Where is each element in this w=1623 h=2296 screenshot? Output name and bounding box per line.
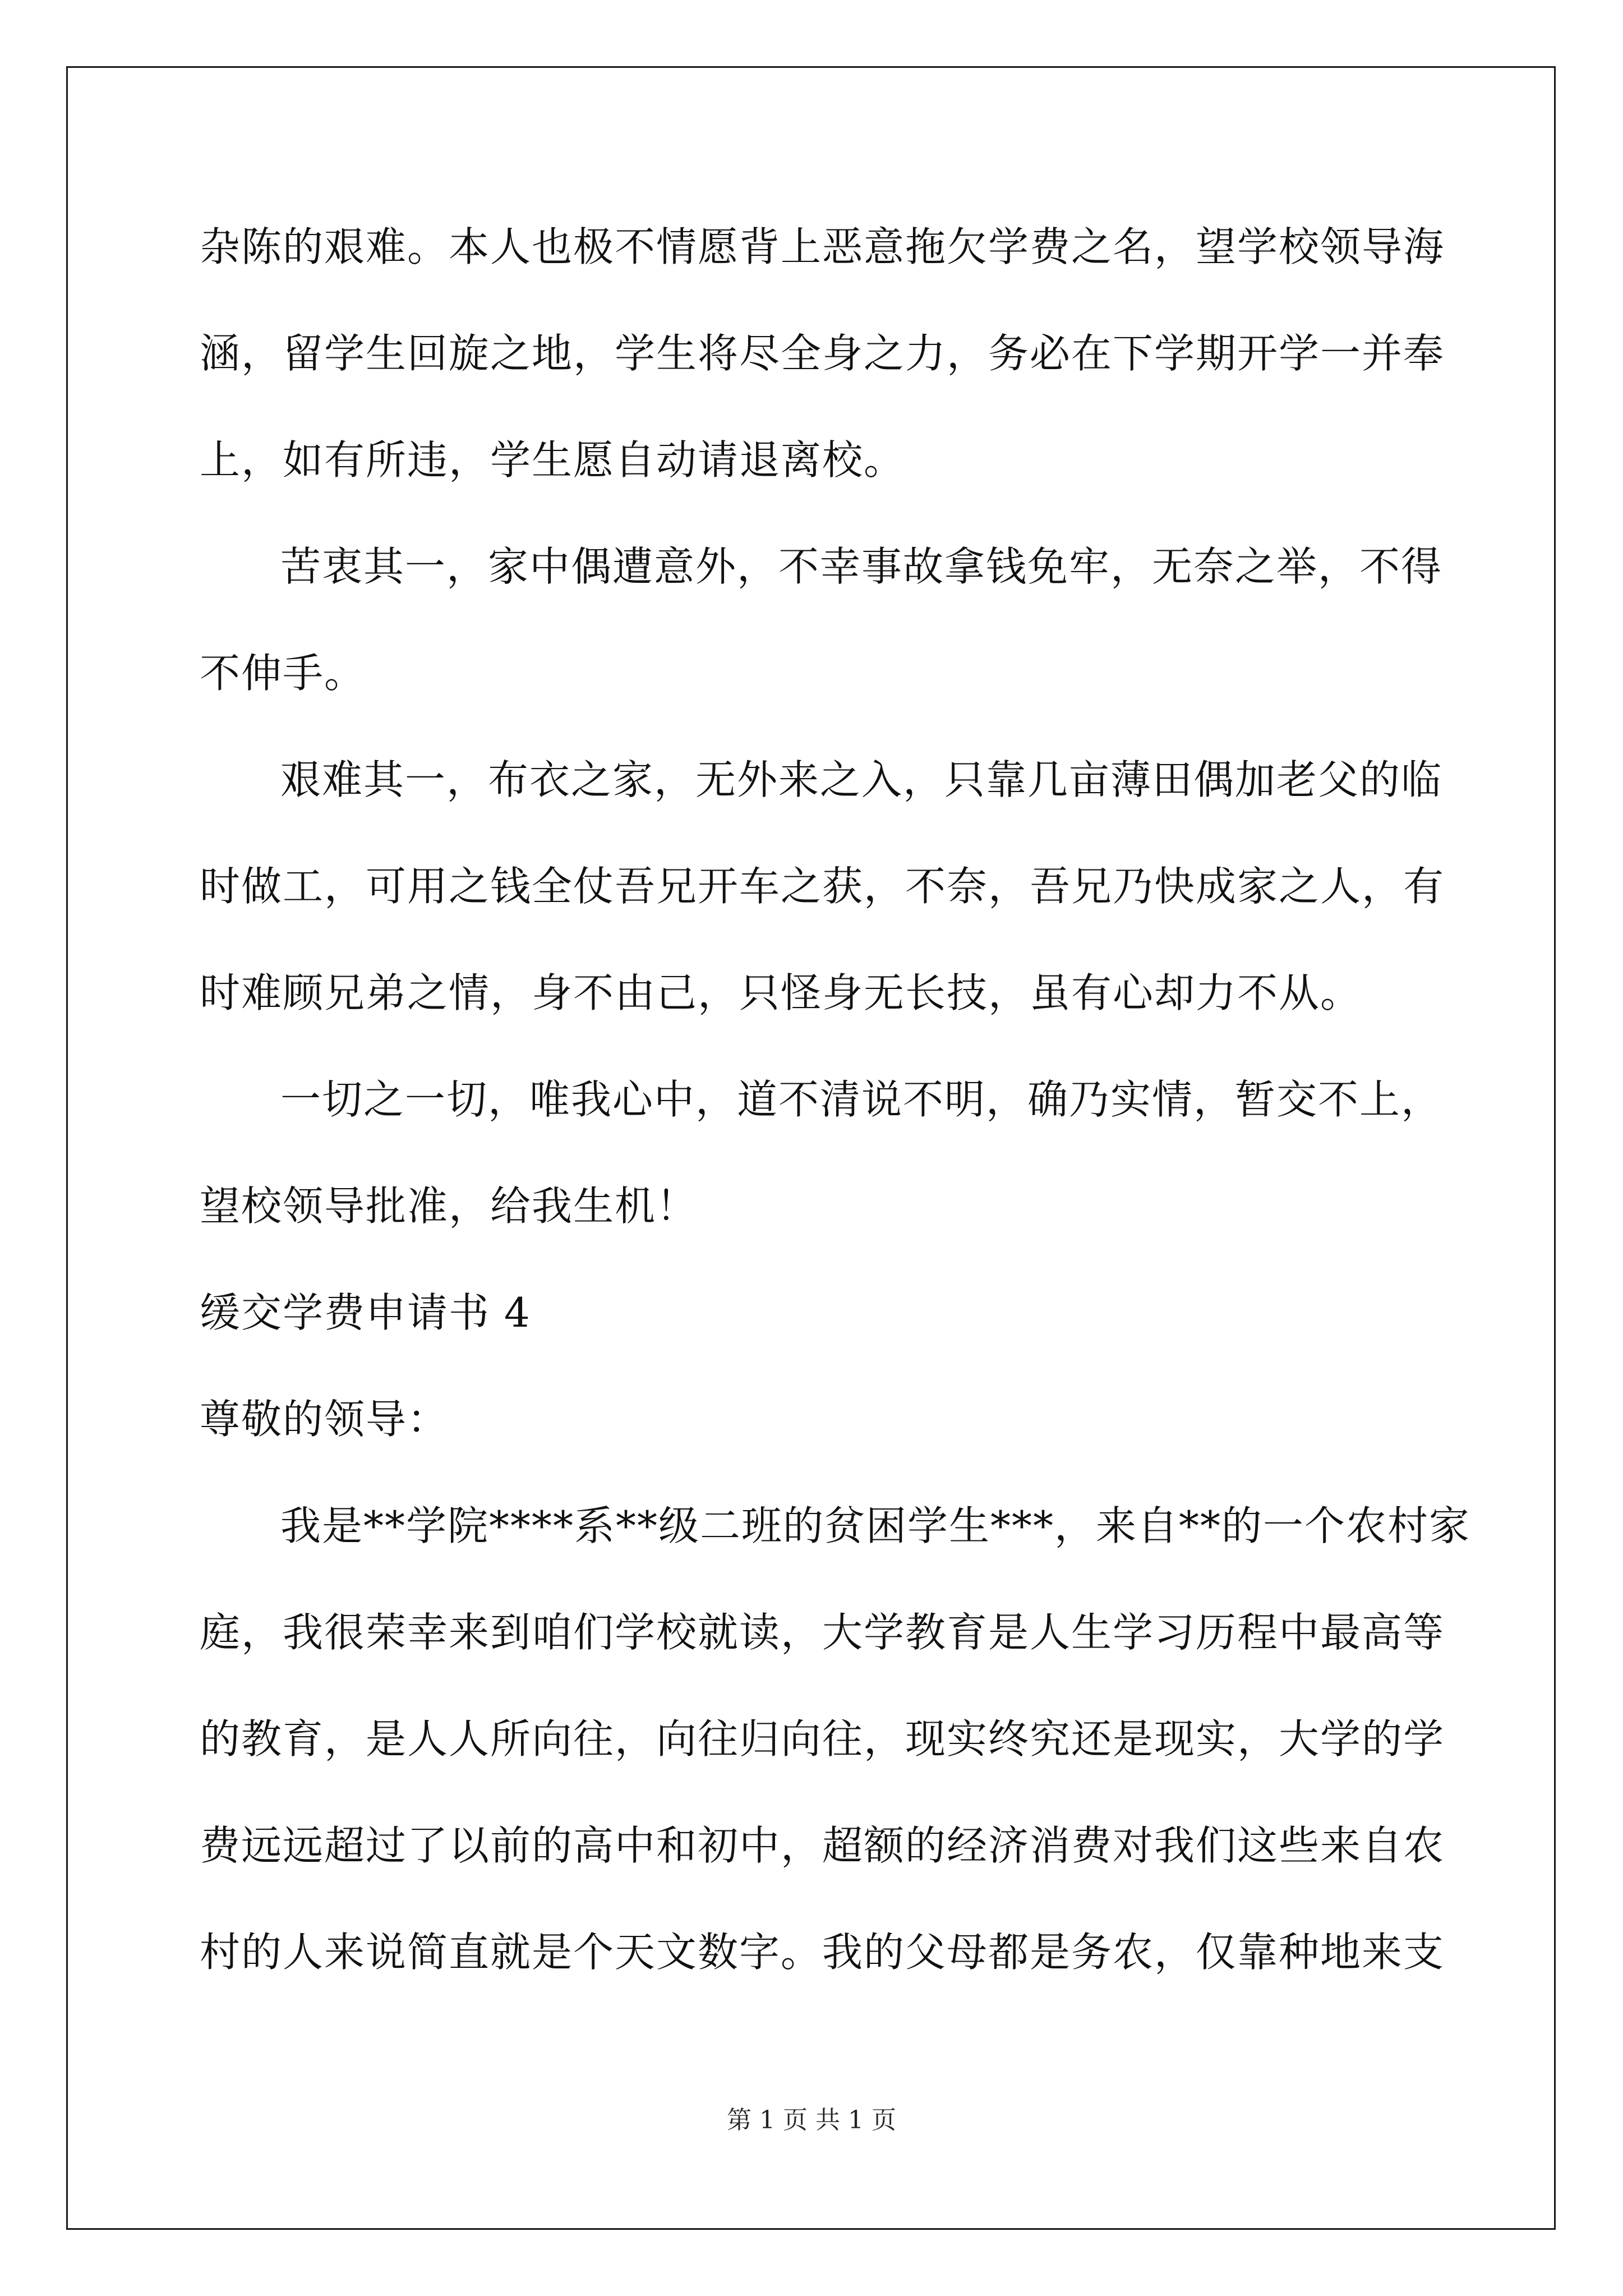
text-line: 我是**学院****系**级二班的贫困学生***，来自**的一个农村家 bbox=[280, 1502, 1471, 1549]
text-line: 时做工，可用之钱全仗吾兄开车之获，不奈，吾兄乃快成家之人，有 bbox=[200, 863, 1445, 910]
text-line: 庭，我很荣幸来到咱们学校就读，大学教育是人生学习历程中最高等 bbox=[200, 1609, 1445, 1656]
text-line: 艰难其一，布衣之家，无外来之入，只靠几亩薄田偶加老父的临 bbox=[280, 756, 1443, 803]
page-footer: 第 1 页 共 1 页 bbox=[727, 2106, 896, 2134]
salutation: 尊敬的领导： bbox=[200, 1396, 449, 1443]
text-line: 时难顾兄弟之情，身不由己，只怪身无长技，虽有心却力不从。 bbox=[200, 969, 1362, 1016]
text-line: 上，如有所违，学生愿自动请退离校。 bbox=[200, 436, 906, 484]
text-line: 涵，留学生回旋之地，学生将尽全身之力，务必在下学期开学一并奉 bbox=[200, 330, 1445, 377]
text-line: 不伸手。 bbox=[200, 650, 366, 697]
document-body bbox=[200, 0, 1471, 2132]
text-line: 村的人来说简直就是个天文数字。我的父母都是务农，仅靠种地来支 bbox=[200, 1929, 1445, 1976]
text-line: 杂陈的艰难。本人也极不情愿背上恶意拖欠学费之名，望学校领导海 bbox=[200, 223, 1445, 270]
text-line: 的教育，是人人所向往，向往归向往，现实终究还是现实，大学的学 bbox=[200, 1715, 1445, 1763]
section-heading: 缓交学费申请书 4 bbox=[200, 1289, 531, 1336]
text-line: 一切之一切，唯我心中，道不清说不明，确乃实情，暂交不上， bbox=[280, 1076, 1443, 1123]
text-line: 费远远超过了以前的高中和初中，超额的经济消费对我们这些来自农 bbox=[200, 1822, 1445, 1869]
text-line: 苦衷其一，家中偶遭意外，不幸事故拿钱免牢，无奈之举，不得 bbox=[280, 543, 1443, 590]
text-line: 望校领导批准，给我生机！ bbox=[200, 1182, 698, 1230]
